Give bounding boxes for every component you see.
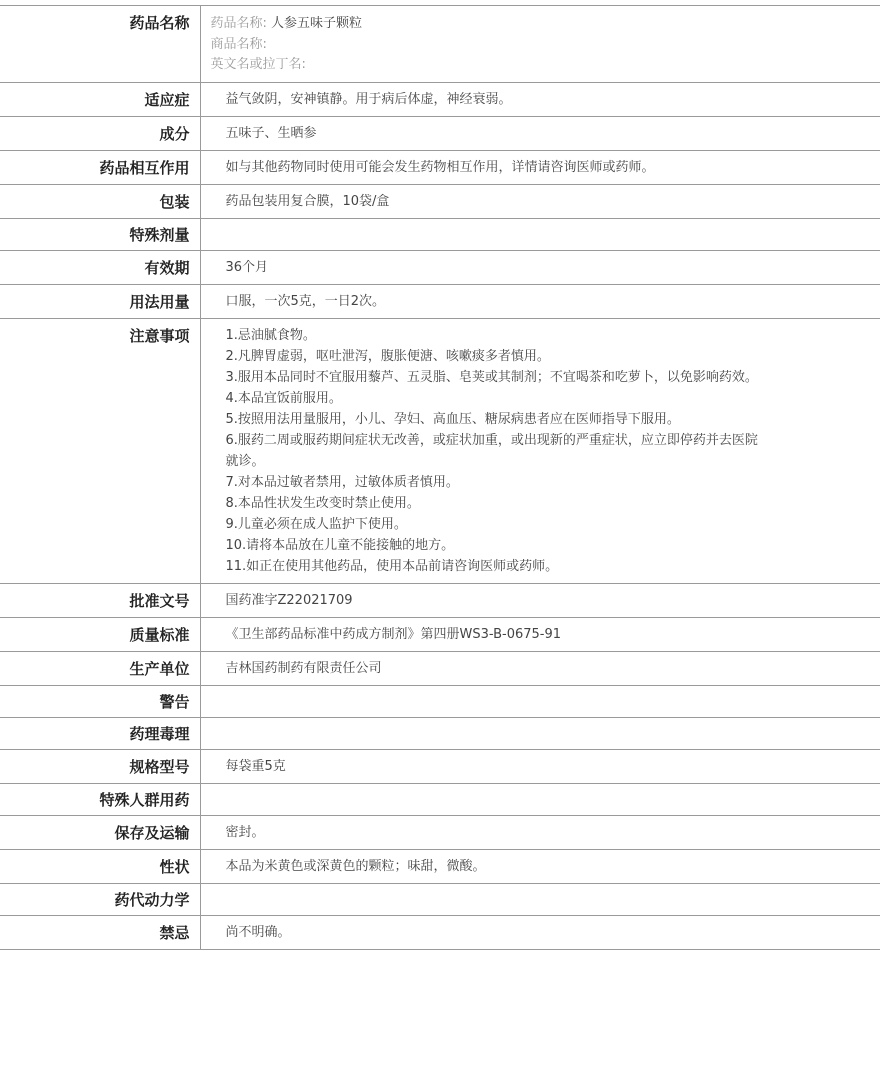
spec-label: 禁忌 [0, 916, 200, 950]
english-name-line [211, 55, 880, 76]
spec-row [0, 816, 880, 850]
generic-name-key: 药品名称: [210, 16, 267, 31]
spec-value: 吉林国药制药有限责任公司 [225, 661, 382, 676]
spec-label: 药代动力学 [0, 884, 200, 916]
spec-label: 警告 [0, 686, 200, 718]
spec-row [0, 850, 880, 884]
label-drug-name: 药品名称 [0, 6, 200, 83]
spec-value [200, 686, 880, 718]
generic-name-line [211, 14, 880, 35]
spec-label: 药理毒理 [0, 718, 200, 750]
drug-name-block [200, 6, 880, 83]
spec-row [0, 784, 880, 816]
spec-label: 性状 [0, 850, 200, 884]
spec-value: 药品包装用复合膜，10袋/盒 [225, 194, 390, 209]
english-name-key: 英文名或拉丁名: [210, 57, 306, 72]
spec-label: 质量标准 [0, 618, 200, 652]
precaution-item: 7.对本品过敏者禁用，过敏体质者慎用。 [225, 475, 459, 490]
spec-value [200, 784, 880, 816]
row-drug-name [0, 6, 880, 83]
spec-row [0, 618, 880, 652]
precaution-item: 10.请将本品放在儿童不能接触的地方。 [225, 538, 455, 553]
spec-label: 规格型号 [0, 750, 200, 784]
precaution-item: 1.忌油腻食物。 [225, 328, 316, 343]
spec-value: 口服，一次5克，一日2次。 [225, 294, 386, 309]
spec-row [0, 219, 880, 251]
spec-row [0, 151, 880, 185]
spec-label: 用法用量 [0, 285, 200, 319]
generic-name-value: 人参五味子颗粒 [271, 16, 363, 31]
spec-row [0, 185, 880, 219]
spec-row [0, 916, 880, 950]
drug-spec-table [0, 5, 880, 950]
precaution-item: 9.儿童必须在成人监护下使用。 [225, 517, 407, 532]
spec-value: 密封。 [225, 825, 265, 840]
spec-value: 本品为米黄色或深黄色的颗粒；味甜，微酸。 [225, 859, 486, 874]
spec-label: 适应症 [0, 83, 200, 117]
spec-row [0, 686, 880, 718]
spec-label: 生产单位 [0, 652, 200, 686]
spec-label: 药品相互作用 [0, 151, 200, 185]
spec-value: 36个月 [225, 260, 269, 275]
spec-row [0, 584, 880, 618]
spec-value [200, 219, 880, 251]
trade-name-line [211, 35, 880, 56]
precaution-item: 3.服用本品同时不宜服用藜芦、五灵脂、皂荚或其制剂；不宜喝茶和吃萝卜，以免影响药效。 [225, 370, 758, 385]
label-precautions: 注意事项 [0, 319, 200, 584]
spec-label: 保存及运输 [0, 816, 200, 850]
precaution-item: 8.本品性状发生改变时禁止使用。 [225, 496, 420, 511]
spec-label: 特殊人群用药 [0, 784, 200, 816]
spec-value: 尚不明确。 [225, 925, 291, 940]
spec-label: 成分 [0, 117, 200, 151]
spec-row [0, 750, 880, 784]
spec-value: 《卫生部药品标准中药成方制剂》第四册WS3-B-0675-91 [225, 627, 562, 642]
spec-label: 包装 [0, 185, 200, 219]
spec-value: 国药准字Z22021709 [225, 593, 353, 608]
precaution-item: 5.按照用法用量服用，小儿、孕妇、高血压、糖尿病患者应在医师指导下服用。 [225, 412, 680, 427]
spec-label: 有效期 [0, 251, 200, 285]
spec-row [0, 117, 880, 151]
precautions-text [226, 325, 771, 577]
drug-spec-sheet [0, 5, 880, 950]
spec-value [200, 884, 880, 916]
precaution-item: 4.本品宜饭前服用。 [225, 391, 342, 406]
spec-row [0, 718, 880, 750]
spec-row [0, 652, 880, 686]
spec-value: 每袋重5克 [225, 759, 286, 774]
spec-value: 益气敛阴，安神镇静。用于病后体虚，神经衰弱。 [225, 92, 512, 107]
spec-row [0, 83, 880, 117]
spec-value: 五味子、生晒参 [225, 126, 317, 141]
spec-value: 如与其他药物同时使用可能会发生药物相互作用，详情请咨询医师或药师。 [225, 160, 655, 175]
spec-label: 特殊剂量 [0, 219, 200, 251]
spec-value [200, 718, 880, 750]
trade-name-key: 商品名称: [210, 36, 267, 52]
precautions-list [200, 319, 880, 584]
precaution-item: 2.凡脾胃虚弱，呕吐泄泻，腹胀便溏、咳嗽痰多者慎用。 [225, 349, 550, 364]
spec-label: 批准文号 [0, 584, 200, 618]
row-precautions [0, 319, 880, 584]
spec-row [0, 285, 880, 319]
precaution-item: 11.如正在使用其他药品，使用本品前请咨询医师或药师。 [225, 559, 559, 574]
spec-row [0, 251, 880, 285]
spec-row [0, 884, 880, 916]
precaution-item: 6.服药二周或服药期间症状无改善，或症状加重，或出现新的严重症状，应立即停药并去医院就诊。 [225, 433, 758, 469]
